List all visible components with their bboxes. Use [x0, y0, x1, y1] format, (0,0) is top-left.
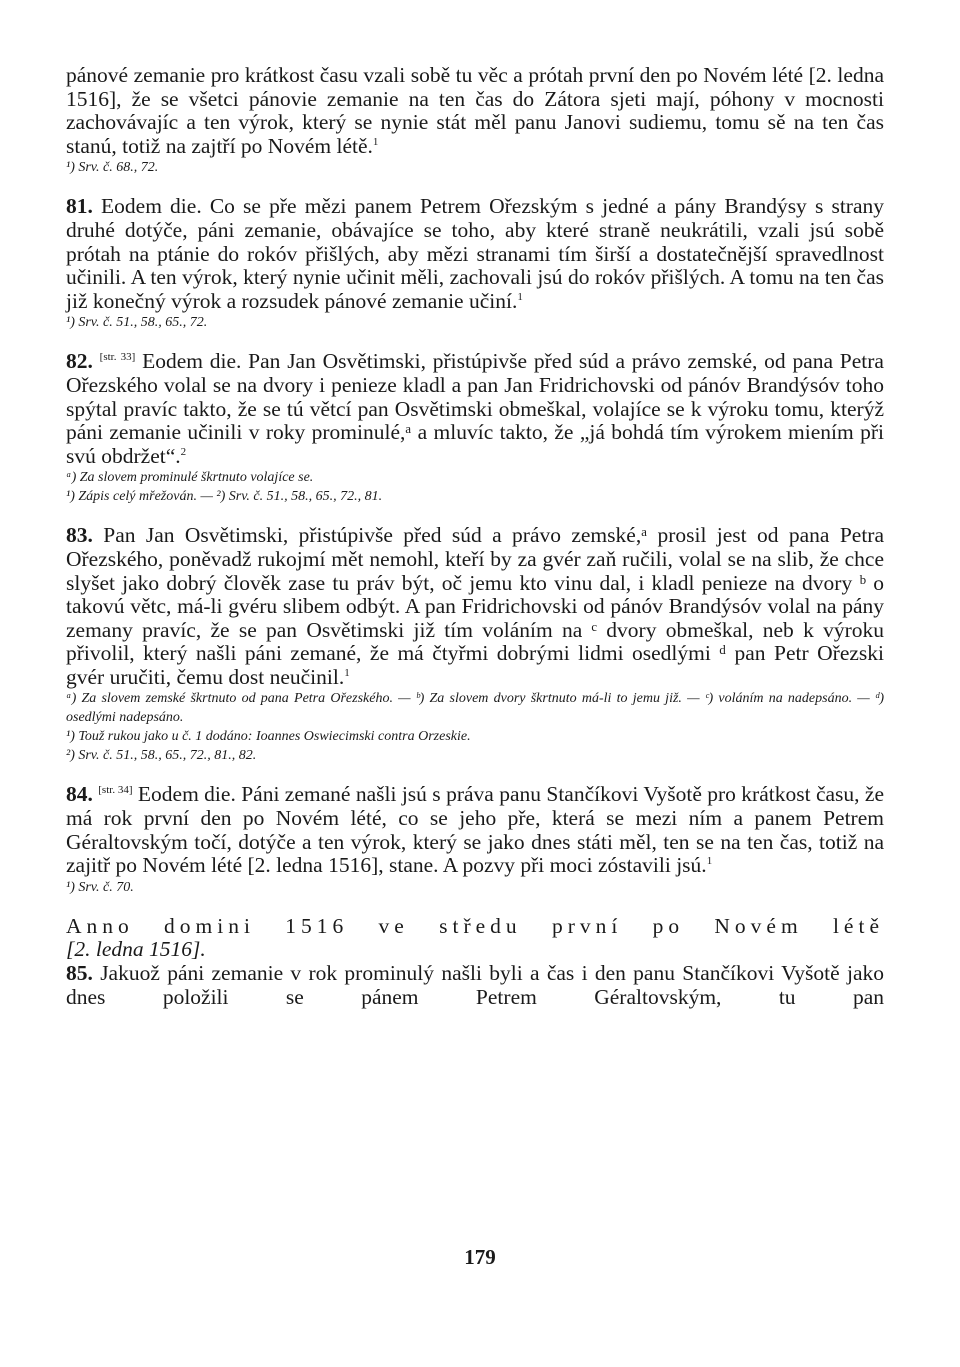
entry-number: 84. — [66, 782, 93, 807]
footnote: ¹) Srv. č. 68., 72. — [66, 160, 159, 176]
margin-page-note: [str. 33] — [99, 351, 136, 364]
footnote-ref: 1 — [517, 290, 523, 303]
entry-number: 81. — [66, 194, 93, 219]
page-body — [66, 64, 884, 1009]
entry-number: 85. — [66, 961, 93, 986]
paragraph-85: 85. Jakuož páni zemanie v rok prominulý našli byli a čas i den panu Stančíkovi Vyšotě jako dnes položili se pánem Petrem Géraltovským, tu pan — [66, 961, 884, 1009]
page-number: 179 — [464, 1245, 496, 1269]
footnote: ¹) Zápis celý mřežován. — ²) Srv. č. 51., 58., 65., 72., 81. — [66, 489, 383, 505]
paragraph-83: 83. Pan Jan Osvětimski, přistúpivše před súd a právo zemské,ᵃ prosil jest od pana Petra Ořezského, poněvadž rukojmí mět nemohl, kteří by za gvér zaň ručili, volal se na slib, že chce slyšet jako dobrý člověk zase tu práv být, oč jemu kto vinu dal, i kladl penieze na dvory ᵇ o takovú větc, má-li gvéru slibem odbýt. A pan Fridrichovski od pánóv Brandýsóv volal na pány zemany pravíc, že se pan Osvětimski již tím voláním na ᶜ dvory obmeškal, neb k výroku přivolil, který našli páni zemané, že má čtyřmi dobrými lidmi osedlými ᵈ pan Petr Ořezski gvér uručiti, čemu dost neučinil.$^1$ — [66, 523, 885, 689]
footnote: ²) Srv. č. 51., 58., 65., 72., 81., 82. — [66, 748, 257, 764]
paragraph-84: 84. [str. 34] Eodem die. Páni zemané našli jsú s práva panu Stančíkovi Vyšotě pro krátkost času, že má rok první den po Novém lété, co se jeho pře, která se mezi ním a panem Petrem Géraltovským točí, dotýče a ten výrok, který se jako dnes státi měl, ten se na ten čas, totiž na zajitř po Novém lété [2. ledna 1516], stane. A pozvy při moci zóstavili jsú.$^1$ — [66, 782, 884, 878]
entry-number: 82. — [66, 349, 93, 374]
footnote: ᵃ) Za slovem prominulé škrtnuto volajíce se. — [66, 470, 314, 486]
date-heading: Anno domini 1516 ve středu první po Novém létě — [66, 913, 884, 938]
footnote: ¹) Srv. č. 51., 58., 65., 72. — [66, 315, 208, 331]
paragraph-80-continued: pánové zemanie pro krátkost času vzali sobě tu věc a prótah první den po Novém lété [2. ledna 1516], že se všetci pánovie zemanie na ten čas do Zátora sjeti mají, póhony v mocnosti zachovávajíc a ten výrok, který se nynie stát měl panu Janovi sudiemu, tomu sě na ten čas stanú, totiž na zajtří po Novém létě.$^1$ — [66, 63, 884, 158]
paragraph-82: 82. [str. 33] Eodem die. Pan Jan Osvětimski, přistúpivše před súd a právo zemské, od pana Petra Ořezského volal se na dvory i penieze kladl a pan Jan Fridrichovski od pánóv Brandýsóv toho spýtal pravíc takto, že se tú větcí pan Osvětimski obmeškal, volajíce se k výroku tomu, kterýž páni zemanie učinili v roky prominulé,ᵃ a mluvíc takto, že „já bohdá tím výrokem miením při svú obdržet“.$^2$ — [66, 349, 884, 468]
entry-number: 83. — [66, 523, 93, 548]
date-heading-bracket: [2. ledna 1516]. — [66, 937, 206, 962]
footnote: ¹) Srv. č. 70. — [66, 879, 134, 895]
paragraph-81: 81. Eodem die. Co se pře mězi panem Petrem Ořezským s jedné a pány Brandýsy s strany druhé dotýče, páni zemanie, obávajíce se toho, aby které straně neukrátili, vzali jsú sobě prótah na ptánie do rokóv přišlých, aby mězi stranami tím širší a dostatečnější spravedlnost učinili. A ten výrok, který nynie učinit měli, zachovali jsú do rokóv přišlých. A tomu na ten čas již konečný výrok a rozsudek pánové zemanie učiní.$^1$ — [66, 194, 884, 313]
footnote: ¹) Touž rukou jako u č. 1 dodáno: Ioannes Oswiecimski contra Orzeskie. — [66, 729, 471, 745]
footnote: ᵃ) Za slovem zemské škrtnuto od pana Petra Ořezského. — ᵇ) Za slovem dvory škrtnuto má-li to jemu již. — ᶜ) voláním na nadepsáno. — ᵈ) osedlými nadepsáno. — [66, 691, 884, 726]
footnote-ref: 1 — [372, 135, 379, 148]
margin-page-note: [str. 34] — [98, 784, 133, 797]
